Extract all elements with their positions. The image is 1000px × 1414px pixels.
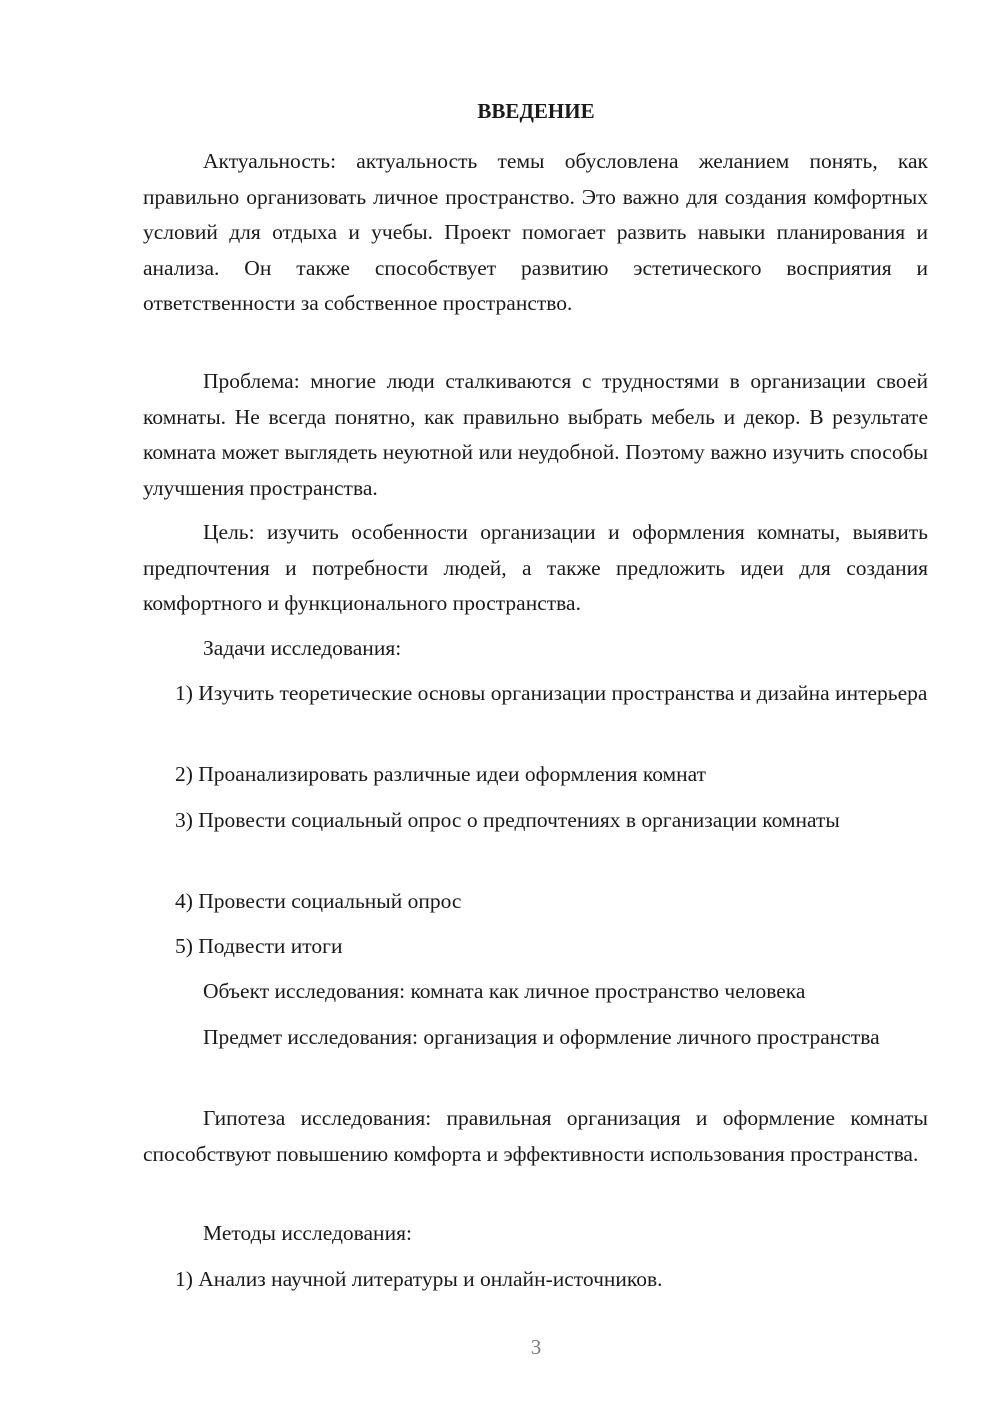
page-number: 3 <box>530 1335 542 1359</box>
task-item-2: 2) Проанализировать различные идеи оформления комнат <box>175 762 707 786</box>
task-item-3: 3) Провести социальный опрос о предпочтениях в организации комнаты <box>175 808 840 832</box>
tasks-heading: Задачи исследования: <box>203 636 402 660</box>
goal-paragraph: Цель: изучить особенности организации и оформления комнаты, выявить предпочтения и потребности людей, а также предложить идеи для создания комфортного и функционального пространства. <box>143 520 928 615</box>
method-item-1: 1) Анализ научной литературы и онлайн-источников. <box>175 1267 663 1291</box>
task-item-4: 4) Провести социальный опрос <box>175 889 462 913</box>
hypothesis-paragraph: Гипотеза исследования: правильная организация и оформление комнаты способствуют повышению комфорта и эффективности использования пространства. <box>143 1106 928 1166</box>
object-paragraph: Объект исследования: комната как личное пространство человека <box>203 979 806 1003</box>
page-title: ВВЕДЕНИЕ <box>477 99 595 123</box>
subject-paragraph: Предмет исследования: организация и оформление личного пространства <box>203 1025 880 1049</box>
methods-heading: Методы исследования: <box>203 1221 412 1245</box>
task-item-5: 5) Подвести итоги <box>175 934 343 958</box>
problem-paragraph: Проблема: многие люди сталкиваются с трудностями в организации своей комнаты. Не всегда понятно, как правильно выбрать мебель и декор. В результате комната может выглядеть неуютной или неудобной. Поэтому важно изучить способы улучшения пространства. <box>143 369 928 500</box>
task-item-1: 1) Изучить теоретические основы организации пространства и дизайна интерьера <box>175 681 928 705</box>
relevance-paragraph: Актуальность: актуальность темы обусловлена желанием понять, как правильно организовать личное пространство. Это важно для создания комфортных условий для отдыха и учебы. Проект помогает развить навыки планирования и анализа. Он также способствует развитию эстетического восприятия и ответственности за собственное пространство. <box>143 149 928 315</box>
